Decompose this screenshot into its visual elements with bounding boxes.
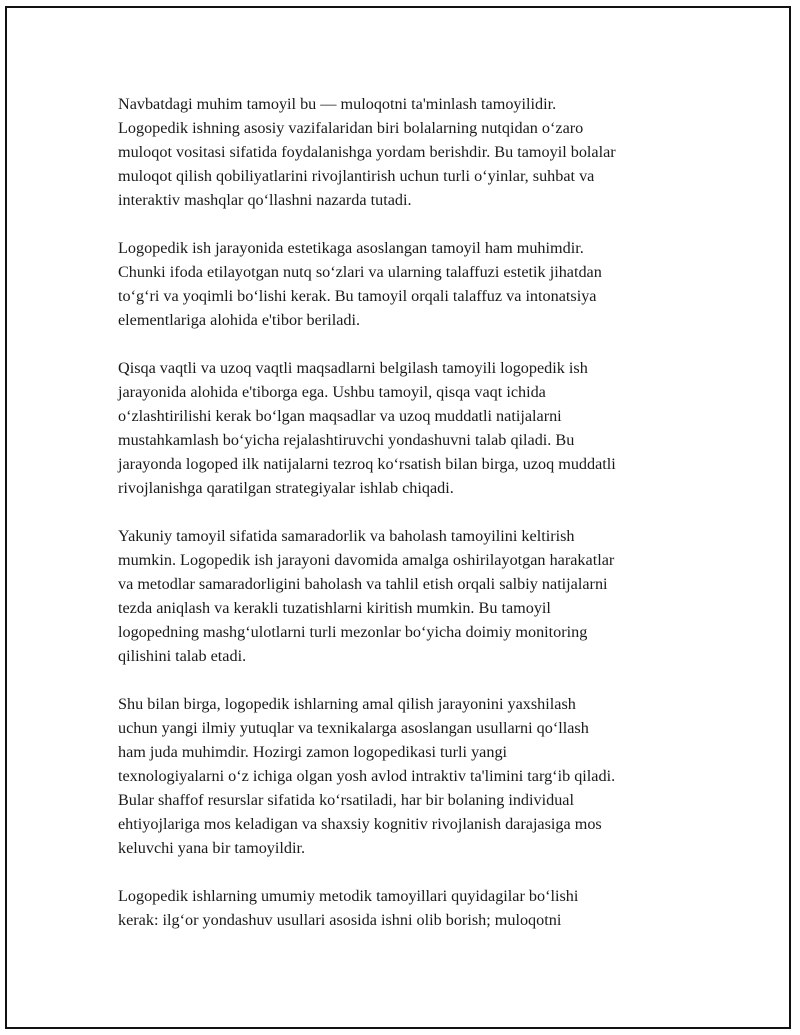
text-line: logopedning mashg‘ulotlarni turli mezonlar bo‘yicha doimiy monitoring — [118, 623, 588, 641]
text-line: jarayonda logoped ilk natijalarni tezroq ko‘rsatish bilan birga, uzoq muddatli — [118, 455, 616, 473]
document-body — [118, 92, 698, 956]
text-line: elementlariga alohida e'tibor beriladi. — [118, 311, 361, 329]
text-line: keluvchi yana bir tamoyildir. — [118, 839, 306, 857]
text-line: Navbatdagi muhim tamoyil bu — muloqotni ta'minlash tamoyilidir. — [118, 95, 557, 113]
text-line: kerak: ilg‘or yondashuv usullari asosida ishni olib borish; muloqotni — [118, 911, 562, 929]
text-line: tezda aniqlash va kerakli tuzatishlarni kiritish mumkin. Bu tamoyil — [118, 599, 551, 617]
text-line: ham juda muhimdir. Hozirgi zamon logopedikasi turli yangi — [118, 743, 508, 761]
text-line: Shu bilan birga, logopedik ishlarning amal qilish jarayonini yaxshilash — [118, 695, 576, 713]
text-line: Qisqa vaqtli va uzoq vaqtli maqsadlarni belgilash tamoyili logopedik ish — [118, 359, 588, 377]
text-line: va metodlar samaradorligini baholash va tahlil etish orqali salbiy natijalarni — [118, 575, 608, 593]
text-line: muloqot vositasi sifatida foydalanishga yordam berishdir. Bu tamoyil bolalar — [118, 143, 616, 161]
text-line: ehtiyojlariga mos keladigan va shaxsiy kognitiv rivojlanish darajasiga mos — [118, 815, 602, 833]
text-line: mumkin. Logopedik ish jarayoni davomida amalga oshirilayotgan harakatlar — [118, 551, 615, 569]
paragraph-general-principles — [118, 884, 698, 932]
paragraph-innovation — [118, 692, 698, 860]
text-line: Yakuniy tamoyil sifatida samaradorlik va baholash tamoyilini keltirish — [118, 527, 575, 545]
text-line: interaktiv mashqlar qo‘llashni nazarda tutadi. — [118, 191, 412, 209]
text-line: jarayonida alohida e'tiborga ega. Ushbu tamoyil, qisqa vaqt ichida — [118, 383, 546, 401]
text-line: o‘zlashtirilishi kerak bo‘lgan maqsadlar va uzoq muddatli natijalarni — [118, 407, 562, 425]
text-line: Chunki ifoda etilayotgan nutq so‘zlari va ularning talaffuzi estetik jihatdan — [118, 263, 602, 281]
text-line: muloqot qilish qobiliyatlarini rivojlantirish uchun turli o‘yinlar, suhbat va — [118, 167, 595, 185]
text-line: to‘g‘ri va yoqimli bo‘lishi kerak. Bu tamoyil orqali talaffuz va intonatsiya — [118, 287, 597, 305]
text-line: texnologiyalarni o‘z ichiga olgan yosh avlod intraktiv ta'limini targ‘ib qiladi. — [118, 767, 616, 785]
text-line: Logopedik ishning asosiy vazifalaridan biri bolalarning nutqidan o‘zaro — [118, 119, 584, 137]
paragraph-aesthetic-principle — [118, 236, 698, 332]
text-line: rivojlanishga qaratilgan strategiyalar ishlab chiqadi. — [118, 479, 454, 497]
paragraph-goals-principle — [118, 356, 698, 500]
text-line: uchun yangi ilmiy yutuqlar va texnikalarga asoslangan usullarni qo‘llash — [118, 719, 589, 737]
paragraph-communication-principle — [118, 92, 698, 212]
text-line: Logopedik ish jarayonida estetikaga asoslangan tamoyil ham muhimdir. — [118, 239, 584, 257]
text-line: mustahkamlash bo‘yicha rejalashtiruvchi yondashuvni talab qiladi. Bu — [118, 431, 575, 449]
paragraph-evaluation-principle — [118, 524, 698, 668]
text-line: qilishini talab etadi. — [118, 647, 247, 665]
text-line: Bular shaffof resurslar sifatida ko‘rsatiladi, har bir bolaning individual — [118, 791, 574, 809]
text-line: Logopedik ishlarning umumiy metodik tamoyillari quyidagilar bo‘lishi — [118, 887, 579, 905]
